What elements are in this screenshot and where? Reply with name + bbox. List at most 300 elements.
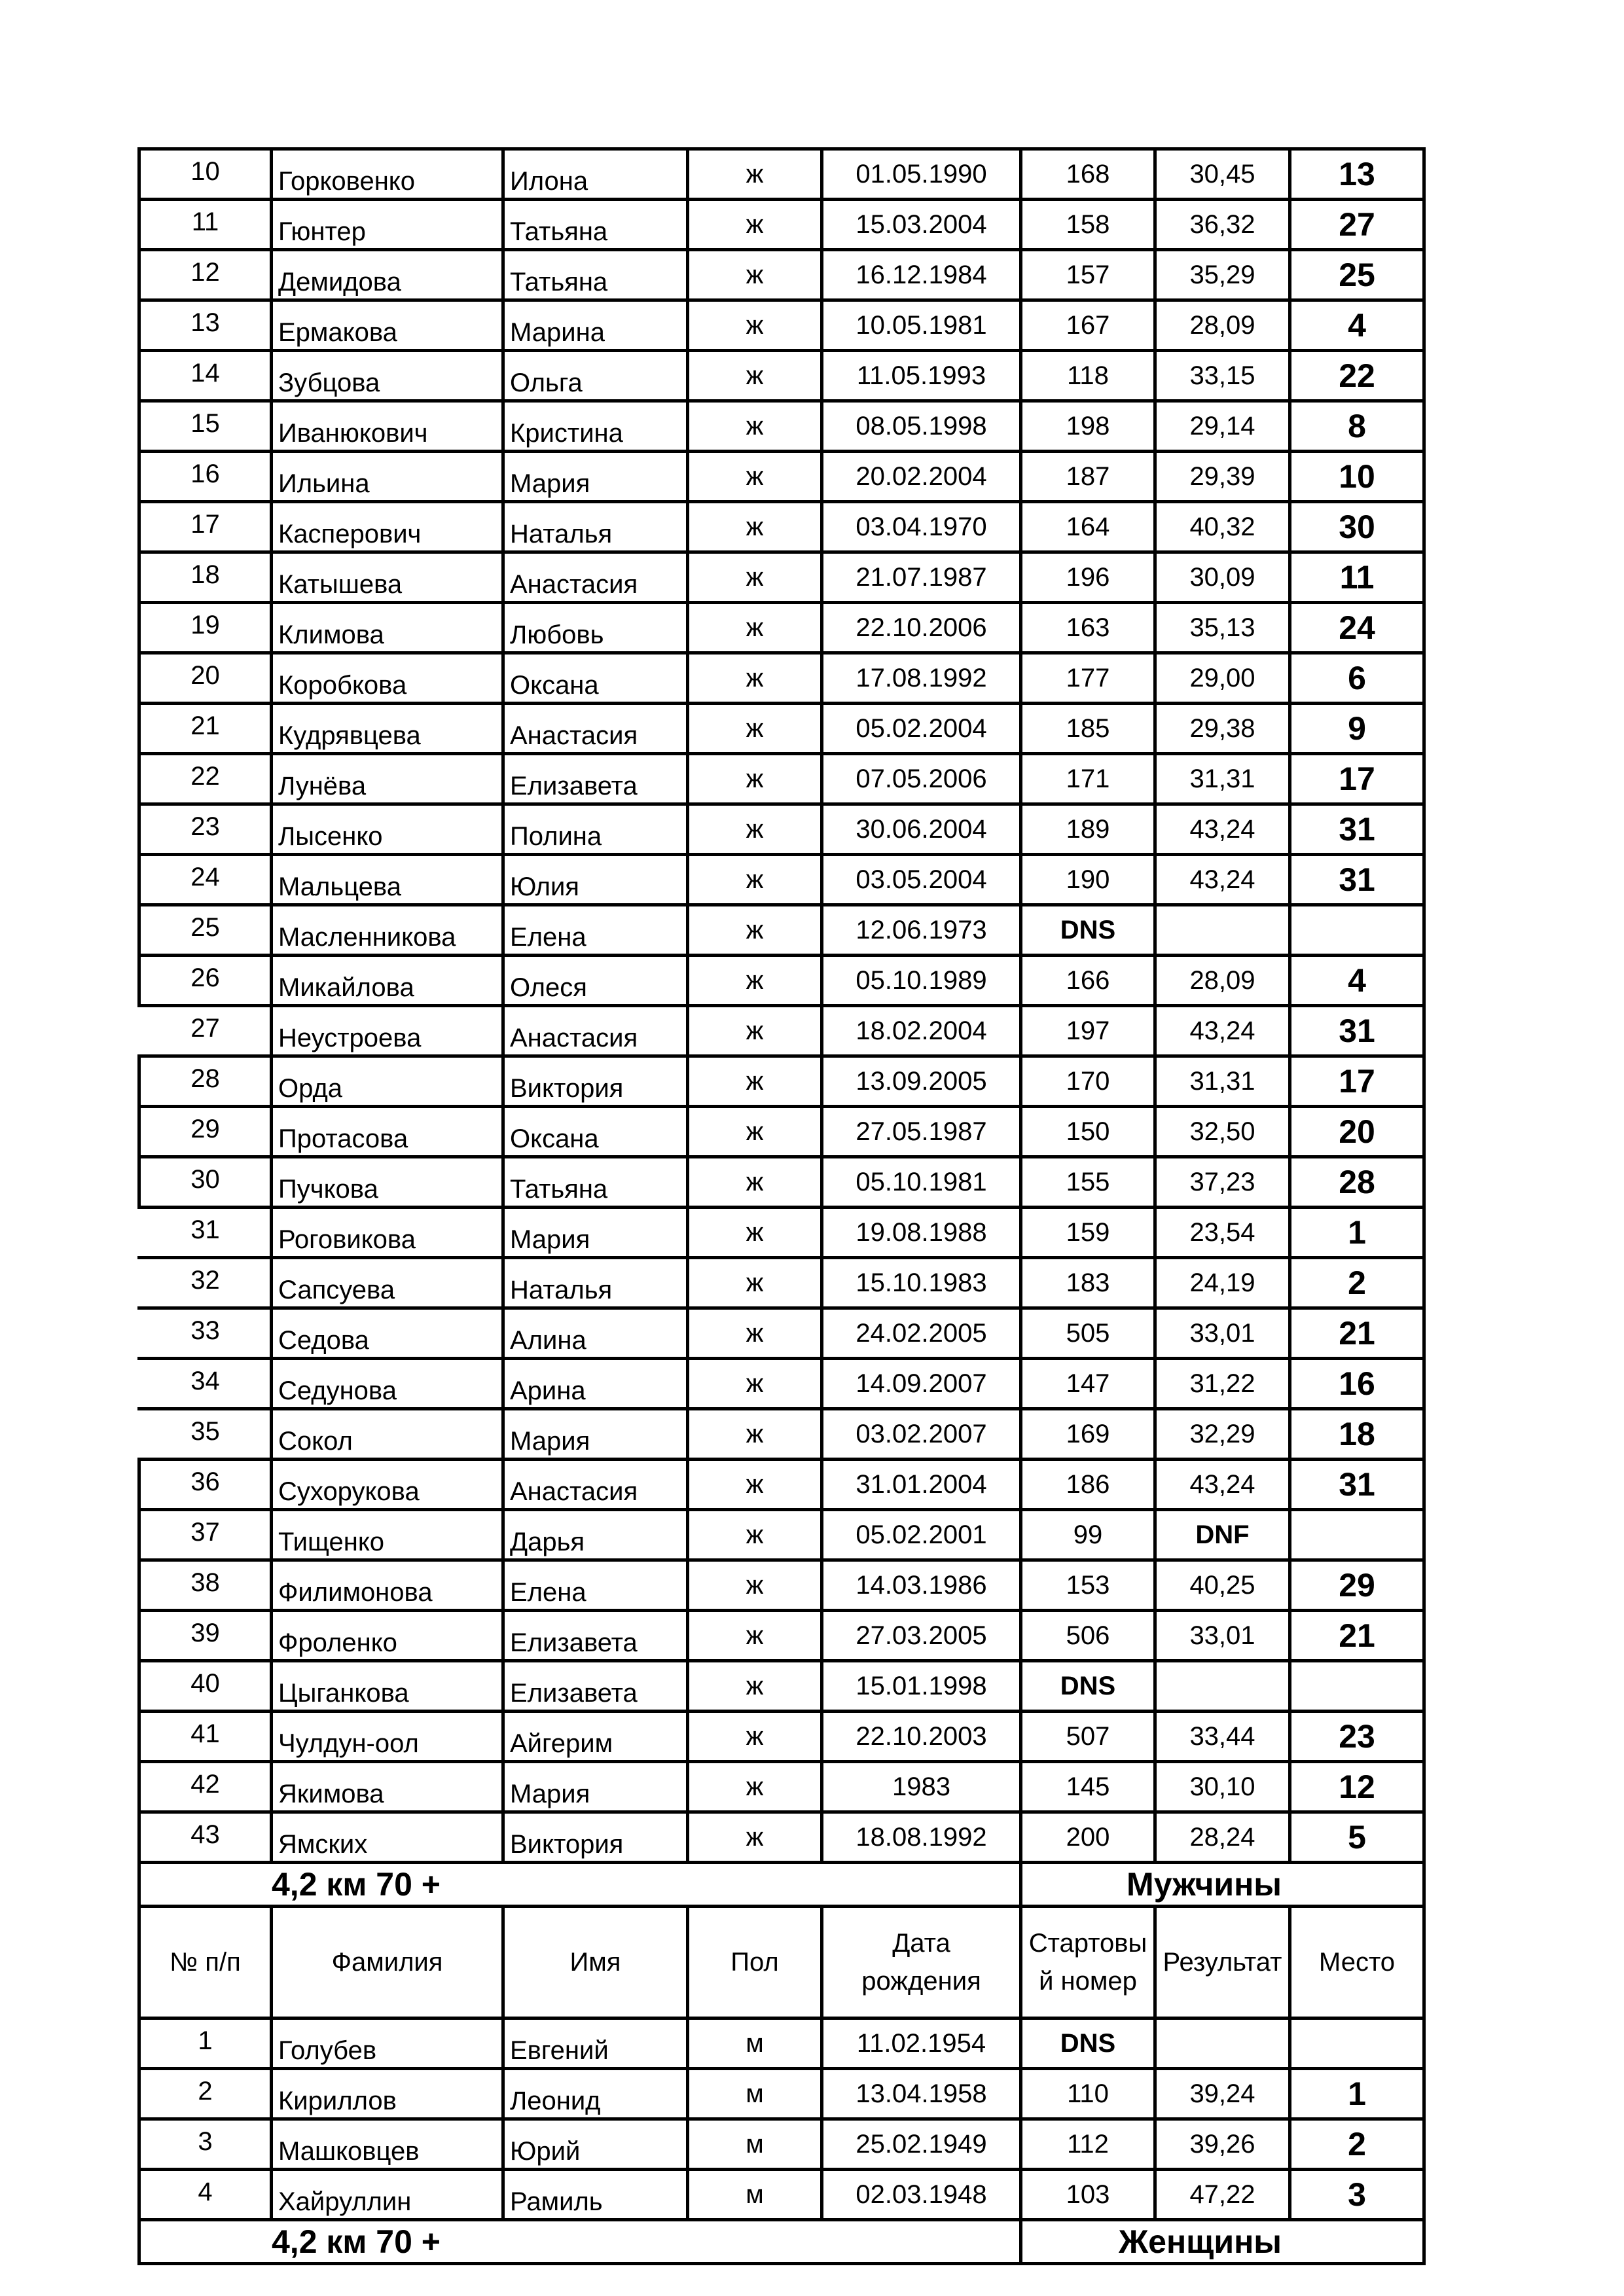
bib-cell: 169 [1021,1409,1155,1460]
surname-cell: Пучкова [272,1157,503,1208]
bib-cell: 171 [1021,754,1155,804]
header-name: Имя [503,1907,688,2018]
table-row [139,1258,1424,1308]
result-cell: 28,24 [1155,1812,1290,1863]
dob-cell: 15.01.1998 [822,1661,1021,1712]
first-name-cell: Виктория [503,1812,688,1863]
bib-cell: 155 [1021,1157,1155,1208]
bib-cell: 112 [1021,2119,1155,2170]
column-header-row [139,1907,1424,2018]
dob-cell: 22.10.2003 [822,1712,1021,1762]
bib-cell: 166 [1021,956,1155,1006]
result-cell: 33,01 [1155,1308,1290,1359]
surname-cell: Седова [272,1308,503,1359]
header-num: № п/п [139,1907,272,2018]
row-number: 36 [139,1460,272,1510]
surname-cell: Кудрявцева [272,704,503,754]
men-section [139,1863,1424,2018]
sex-cell: ж [688,1712,822,1762]
place-cell [1290,1510,1424,1560]
result-cell: 29,00 [1155,653,1290,704]
first-name-cell: Мария [503,1762,688,1812]
surname-cell: Хайруллин [272,2170,503,2220]
row-number: 37 [139,1510,272,1560]
row-number: 4 [139,2170,272,2220]
sex-cell: ж [688,653,822,704]
row-number: 41 [139,1712,272,1762]
result-cell: 24,19 [1155,1258,1290,1308]
first-name-cell: Юлия [503,855,688,905]
sex-cell: ж [688,250,822,300]
sex-cell: ж [688,1107,822,1157]
row-number: 26 [139,956,272,1006]
table-row [139,804,1424,855]
row-number: 42 [139,1762,272,1812]
row-number: 3 [139,2119,272,2170]
table-row [139,1560,1424,1611]
sex-cell: ж [688,1258,822,1308]
first-name-cell: Анастасия [503,704,688,754]
surname-cell: Мальцева [272,855,503,905]
women-distance-label: 4,2 км 70 + [139,2220,1021,2264]
sex-cell: ж [688,200,822,250]
row-number: 21 [139,704,272,754]
table-row [139,1157,1424,1208]
dob-cell: 05.02.2004 [822,704,1021,754]
surname-cell: Лысенко [272,804,503,855]
sex-cell: ж [688,804,822,855]
table-row [139,1762,1424,1812]
result-cell: 47,22 [1155,2170,1290,2220]
place-cell: 13 [1290,149,1424,200]
row-number: 24 [139,855,272,905]
surname-cell: Зубцова [272,351,503,401]
bib-cell: 177 [1021,653,1155,704]
table-row [139,1056,1424,1107]
women-group-label: Женщины [1021,2220,1424,2264]
result-cell: 39,24 [1155,2069,1290,2119]
result-cell: 28,09 [1155,956,1290,1006]
place-cell: 2 [1290,1258,1424,1308]
sex-cell: ж [688,1308,822,1359]
table-row [139,1661,1424,1712]
dob-cell: 13.09.2005 [822,1056,1021,1107]
dob-cell: 27.05.1987 [822,1107,1021,1157]
row-number: 34 [139,1359,272,1409]
sex-cell: ж [688,603,822,653]
surname-cell: Лунёва [272,754,503,804]
sex-cell: м [688,2170,822,2220]
women-section-title-row [139,2220,1424,2264]
header-dob-text: Дата рождения [861,1929,981,1996]
header-surname: Фамилия [272,1907,503,2018]
result-cell [1155,1661,1290,1712]
bib-cell: 196 [1021,552,1155,603]
first-name-cell: Татьяна [503,250,688,300]
dob-cell: 17.08.1992 [822,653,1021,704]
place-cell: 31 [1290,855,1424,905]
men-group-label: Мужчины [1021,1863,1424,1907]
bib-cell: 170 [1021,1056,1155,1107]
table-row [139,1208,1424,1258]
first-name-cell: Елизавета [503,1611,688,1661]
place-cell: 27 [1290,200,1424,250]
first-name-cell: Илона [503,149,688,200]
result-cell: 39,26 [1155,2119,1290,2170]
surname-cell: Ермакова [272,300,503,351]
sex-cell: ж [688,1560,822,1611]
dob-cell: 19.08.1988 [822,1208,1021,1258]
place-cell: 8 [1290,401,1424,452]
surname-cell: Горковенко [272,149,503,200]
table-row [139,1712,1424,1762]
sex-cell: ж [688,1409,822,1460]
dob-cell: 24.02.2005 [822,1308,1021,1359]
dob-cell: 14.09.2007 [822,1359,1021,1409]
bib-cell: 167 [1021,300,1155,351]
surname-cell: Коробкова [272,653,503,704]
first-name-cell: Анастасия [503,1460,688,1510]
sex-cell: ж [688,351,822,401]
place-cell: 1 [1290,1208,1424,1258]
dob-cell: 18.02.2004 [822,1006,1021,1056]
surname-cell: Иванюкович [272,401,503,452]
table-row [139,1308,1424,1359]
dob-cell: 10.05.1981 [822,300,1021,351]
table-row [139,1460,1424,1510]
place-cell: 1 [1290,2069,1424,2119]
dob-cell: 11.05.1993 [822,351,1021,401]
sex-cell: ж [688,552,822,603]
result-cell: 43,24 [1155,1460,1290,1510]
dob-cell: 22.10.2006 [822,603,1021,653]
dob-cell: 25.02.1949 [822,2119,1021,2170]
bib-cell: 198 [1021,401,1155,452]
dob-cell: 03.04.1970 [822,502,1021,552]
surname-cell: Сапсуева [272,1258,503,1308]
result-cell: 30,10 [1155,1762,1290,1812]
first-name-cell: Наталья [503,1258,688,1308]
sex-cell: ж [688,1157,822,1208]
surname-cell: Катышева [272,552,503,603]
table-row [139,1611,1424,1661]
result-cell: 23,54 [1155,1208,1290,1258]
sex-cell: ж [688,1762,822,1812]
dob-cell: 21.07.1987 [822,552,1021,603]
result-cell: 33,01 [1155,1611,1290,1661]
result-cell: 35,13 [1155,603,1290,653]
table-row [139,351,1424,401]
table-row [139,653,1424,704]
result-cell: 43,24 [1155,1006,1290,1056]
sex-cell: ж [688,149,822,200]
surname-cell: Протасова [272,1107,503,1157]
sex-cell: м [688,2018,822,2069]
bib-cell: 168 [1021,149,1155,200]
dob-cell: 31.01.2004 [822,1460,1021,1510]
sex-cell: ж [688,1510,822,1560]
dob-cell: 15.03.2004 [822,200,1021,250]
place-cell: 28 [1290,1157,1424,1208]
row-number: 32 [139,1258,272,1308]
place-cell: 21 [1290,1308,1424,1359]
row-number: 18 [139,552,272,603]
dob-cell: 05.10.1989 [822,956,1021,1006]
place-cell: 20 [1290,1107,1424,1157]
bib-cell: 103 [1021,2170,1155,2220]
result-cell: 37,23 [1155,1157,1290,1208]
result-cell: 33,44 [1155,1712,1290,1762]
place-cell: 4 [1290,300,1424,351]
surname-cell: Роговикова [272,1208,503,1258]
first-name-cell: Елизавета [503,754,688,804]
dob-cell: 15.10.1983 [822,1258,1021,1308]
results-table [137,147,1426,2265]
bib-cell: 145 [1021,1762,1155,1812]
surname-cell: Сухорукова [272,1460,503,1510]
table-row [139,300,1424,351]
row-number: 2 [139,2069,272,2119]
place-cell: 6 [1290,653,1424,704]
row-number: 23 [139,804,272,855]
place-cell: 17 [1290,754,1424,804]
surname-cell: Ямских [272,1812,503,1863]
place-cell: 9 [1290,704,1424,754]
first-name-cell: Мария [503,1208,688,1258]
surname-cell: Микайлова [272,956,503,1006]
first-name-cell: Анастасия [503,552,688,603]
sex-cell: м [688,2119,822,2170]
surname-cell: Седунова [272,1359,503,1409]
table-row [139,1409,1424,1460]
row-number: 30 [139,1157,272,1208]
result-cell [1155,2018,1290,2069]
result-cell: 29,14 [1155,401,1290,452]
bib-cell: 110 [1021,2069,1155,2119]
header-place: Место [1290,1907,1424,2018]
first-name-cell: Арина [503,1359,688,1409]
first-name-cell: Виктория [503,1056,688,1107]
result-cell: 32,50 [1155,1107,1290,1157]
dob-cell: 20.02.2004 [822,452,1021,502]
row-number: 40 [139,1661,272,1712]
row-number: 20 [139,653,272,704]
table-row [139,250,1424,300]
first-name-cell: Оксана [503,653,688,704]
sex-cell: ж [688,452,822,502]
place-cell: 22 [1290,351,1424,401]
row-number: 25 [139,905,272,956]
sex-cell: м [688,2069,822,2119]
bib-cell: DNS [1021,1661,1155,1712]
table-row [139,2069,1424,2119]
dob-cell: 12.06.1973 [822,905,1021,956]
sex-cell: ж [688,502,822,552]
table-row [139,552,1424,603]
dob-cell: 30.06.2004 [822,804,1021,855]
first-name-cell: Евгений [503,2018,688,2069]
result-cell: 29,39 [1155,452,1290,502]
dob-cell: 03.02.2007 [822,1409,1021,1460]
result-cell: 31,31 [1155,754,1290,804]
dob-cell: 08.05.1998 [822,401,1021,452]
first-name-cell: Елена [503,1560,688,1611]
sex-cell: ж [688,401,822,452]
table-row [139,2018,1424,2069]
bib-cell: 163 [1021,603,1155,653]
first-name-cell: Айгерим [503,1712,688,1762]
surname-cell: Демидова [272,250,503,300]
result-cell [1155,905,1290,956]
place-cell: 5 [1290,1812,1424,1863]
bib-cell: 506 [1021,1611,1155,1661]
first-name-cell: Анастасия [503,1006,688,1056]
place-cell: 4 [1290,956,1424,1006]
dob-cell: 03.05.2004 [822,855,1021,905]
row-number: 38 [139,1560,272,1611]
surname-cell: Гюнтер [272,200,503,250]
header-bib [1021,1907,1155,2018]
first-name-cell: Дарья [503,1510,688,1560]
sex-cell: ж [688,905,822,956]
first-name-cell: Елизавета [503,1661,688,1712]
result-cell: 30,09 [1155,552,1290,603]
row-number: 27 [139,1006,272,1056]
place-cell [1290,905,1424,956]
bib-cell: 157 [1021,250,1155,300]
men-distance-label: 4,2 км 70 + [139,1863,1021,1907]
surname-cell: Цыганкова [272,1661,503,1712]
bib-cell: 505 [1021,1308,1155,1359]
row-number: 14 [139,351,272,401]
first-name-cell: Кристина [503,401,688,452]
result-cell: 43,24 [1155,804,1290,855]
bib-cell: 187 [1021,452,1155,502]
bib-cell: 164 [1021,502,1155,552]
table-row [139,1812,1424,1863]
row-number: 12 [139,250,272,300]
surname-cell: Фроленко [272,1611,503,1661]
result-cell: 32,29 [1155,1409,1290,1460]
result-cell: 29,38 [1155,704,1290,754]
surname-cell: Филимонова [272,1560,503,1611]
sex-cell: ж [688,1359,822,1409]
bib-cell: 150 [1021,1107,1155,1157]
table-row [139,905,1424,956]
place-cell: 25 [1290,250,1424,300]
men-section-title-row [139,1863,1424,1907]
sex-cell: ж [688,754,822,804]
bib-cell: 118 [1021,351,1155,401]
dob-cell: 07.05.2006 [822,754,1021,804]
first-name-cell: Полина [503,804,688,855]
table-row [139,704,1424,754]
place-cell: 30 [1290,502,1424,552]
first-name-cell: Любовь [503,603,688,653]
men-results-body [139,2018,1424,2220]
surname-cell: Климова [272,603,503,653]
results-sheet [137,147,1422,2265]
header-sex: Пол [688,1907,822,2018]
first-name-cell: Мария [503,452,688,502]
bib-cell: 159 [1021,1208,1155,1258]
bib-cell: 189 [1021,804,1155,855]
table-row [139,452,1424,502]
result-cell: 31,22 [1155,1359,1290,1409]
surname-cell: Касперович [272,502,503,552]
dob-cell: 1983 [822,1762,1021,1812]
table-row [139,2119,1424,2170]
header-dob [822,1907,1021,2018]
place-cell [1290,1661,1424,1712]
surname-cell: Сокол [272,1409,503,1460]
surname-cell: Машковцев [272,2119,503,2170]
surname-cell: Ильина [272,452,503,502]
place-cell: 2 [1290,2119,1424,2170]
surname-cell: Масленникова [272,905,503,956]
row-number: 39 [139,1611,272,1661]
surname-cell: Неустроева [272,1006,503,1056]
dob-cell: 16.12.1984 [822,250,1021,300]
place-cell: 12 [1290,1762,1424,1812]
place-cell: 31 [1290,1006,1424,1056]
first-name-cell: Наталья [503,502,688,552]
result-cell: 40,25 [1155,1560,1290,1611]
surname-cell: Голубев [272,2018,503,2069]
sex-cell: ж [688,1812,822,1863]
dob-cell: 14.03.1986 [822,1560,1021,1611]
women-results-body [139,149,1424,1863]
first-name-cell: Марина [503,300,688,351]
row-number: 35 [139,1409,272,1460]
first-name-cell: Алина [503,1308,688,1359]
result-cell: 43,24 [1155,855,1290,905]
header-result: Результат [1155,1907,1290,2018]
first-name-cell: Татьяна [503,1157,688,1208]
result-cell: 28,09 [1155,300,1290,351]
sex-cell: ж [688,1006,822,1056]
result-cell: 40,32 [1155,502,1290,552]
place-cell: 11 [1290,552,1424,603]
header-bib-text: Стартовый номер [1028,1929,1147,1996]
sex-cell: ж [688,1611,822,1661]
place-cell: 24 [1290,603,1424,653]
place-cell [1290,2018,1424,2069]
bib-cell: 153 [1021,1560,1155,1611]
sex-cell: ж [688,855,822,905]
place-cell: 23 [1290,1712,1424,1762]
surname-cell: Кириллов [272,2069,503,2119]
bib-cell: 147 [1021,1359,1155,1409]
first-name-cell: Мария [503,1409,688,1460]
result-cell: 30,45 [1155,149,1290,200]
table-row [139,1359,1424,1409]
row-number: 13 [139,300,272,351]
table-row [139,1006,1424,1056]
bib-cell: 507 [1021,1712,1155,1762]
bib-cell: 190 [1021,855,1155,905]
sex-cell: ж [688,956,822,1006]
bib-cell: DNS [1021,905,1155,956]
row-number: 17 [139,502,272,552]
first-name-cell: Оксана [503,1107,688,1157]
dob-cell: 05.02.2001 [822,1510,1021,1560]
table-row [139,754,1424,804]
result-cell: 36,32 [1155,200,1290,250]
sex-cell: ж [688,1056,822,1107]
place-cell: 3 [1290,2170,1424,2220]
bib-cell: 183 [1021,1258,1155,1308]
